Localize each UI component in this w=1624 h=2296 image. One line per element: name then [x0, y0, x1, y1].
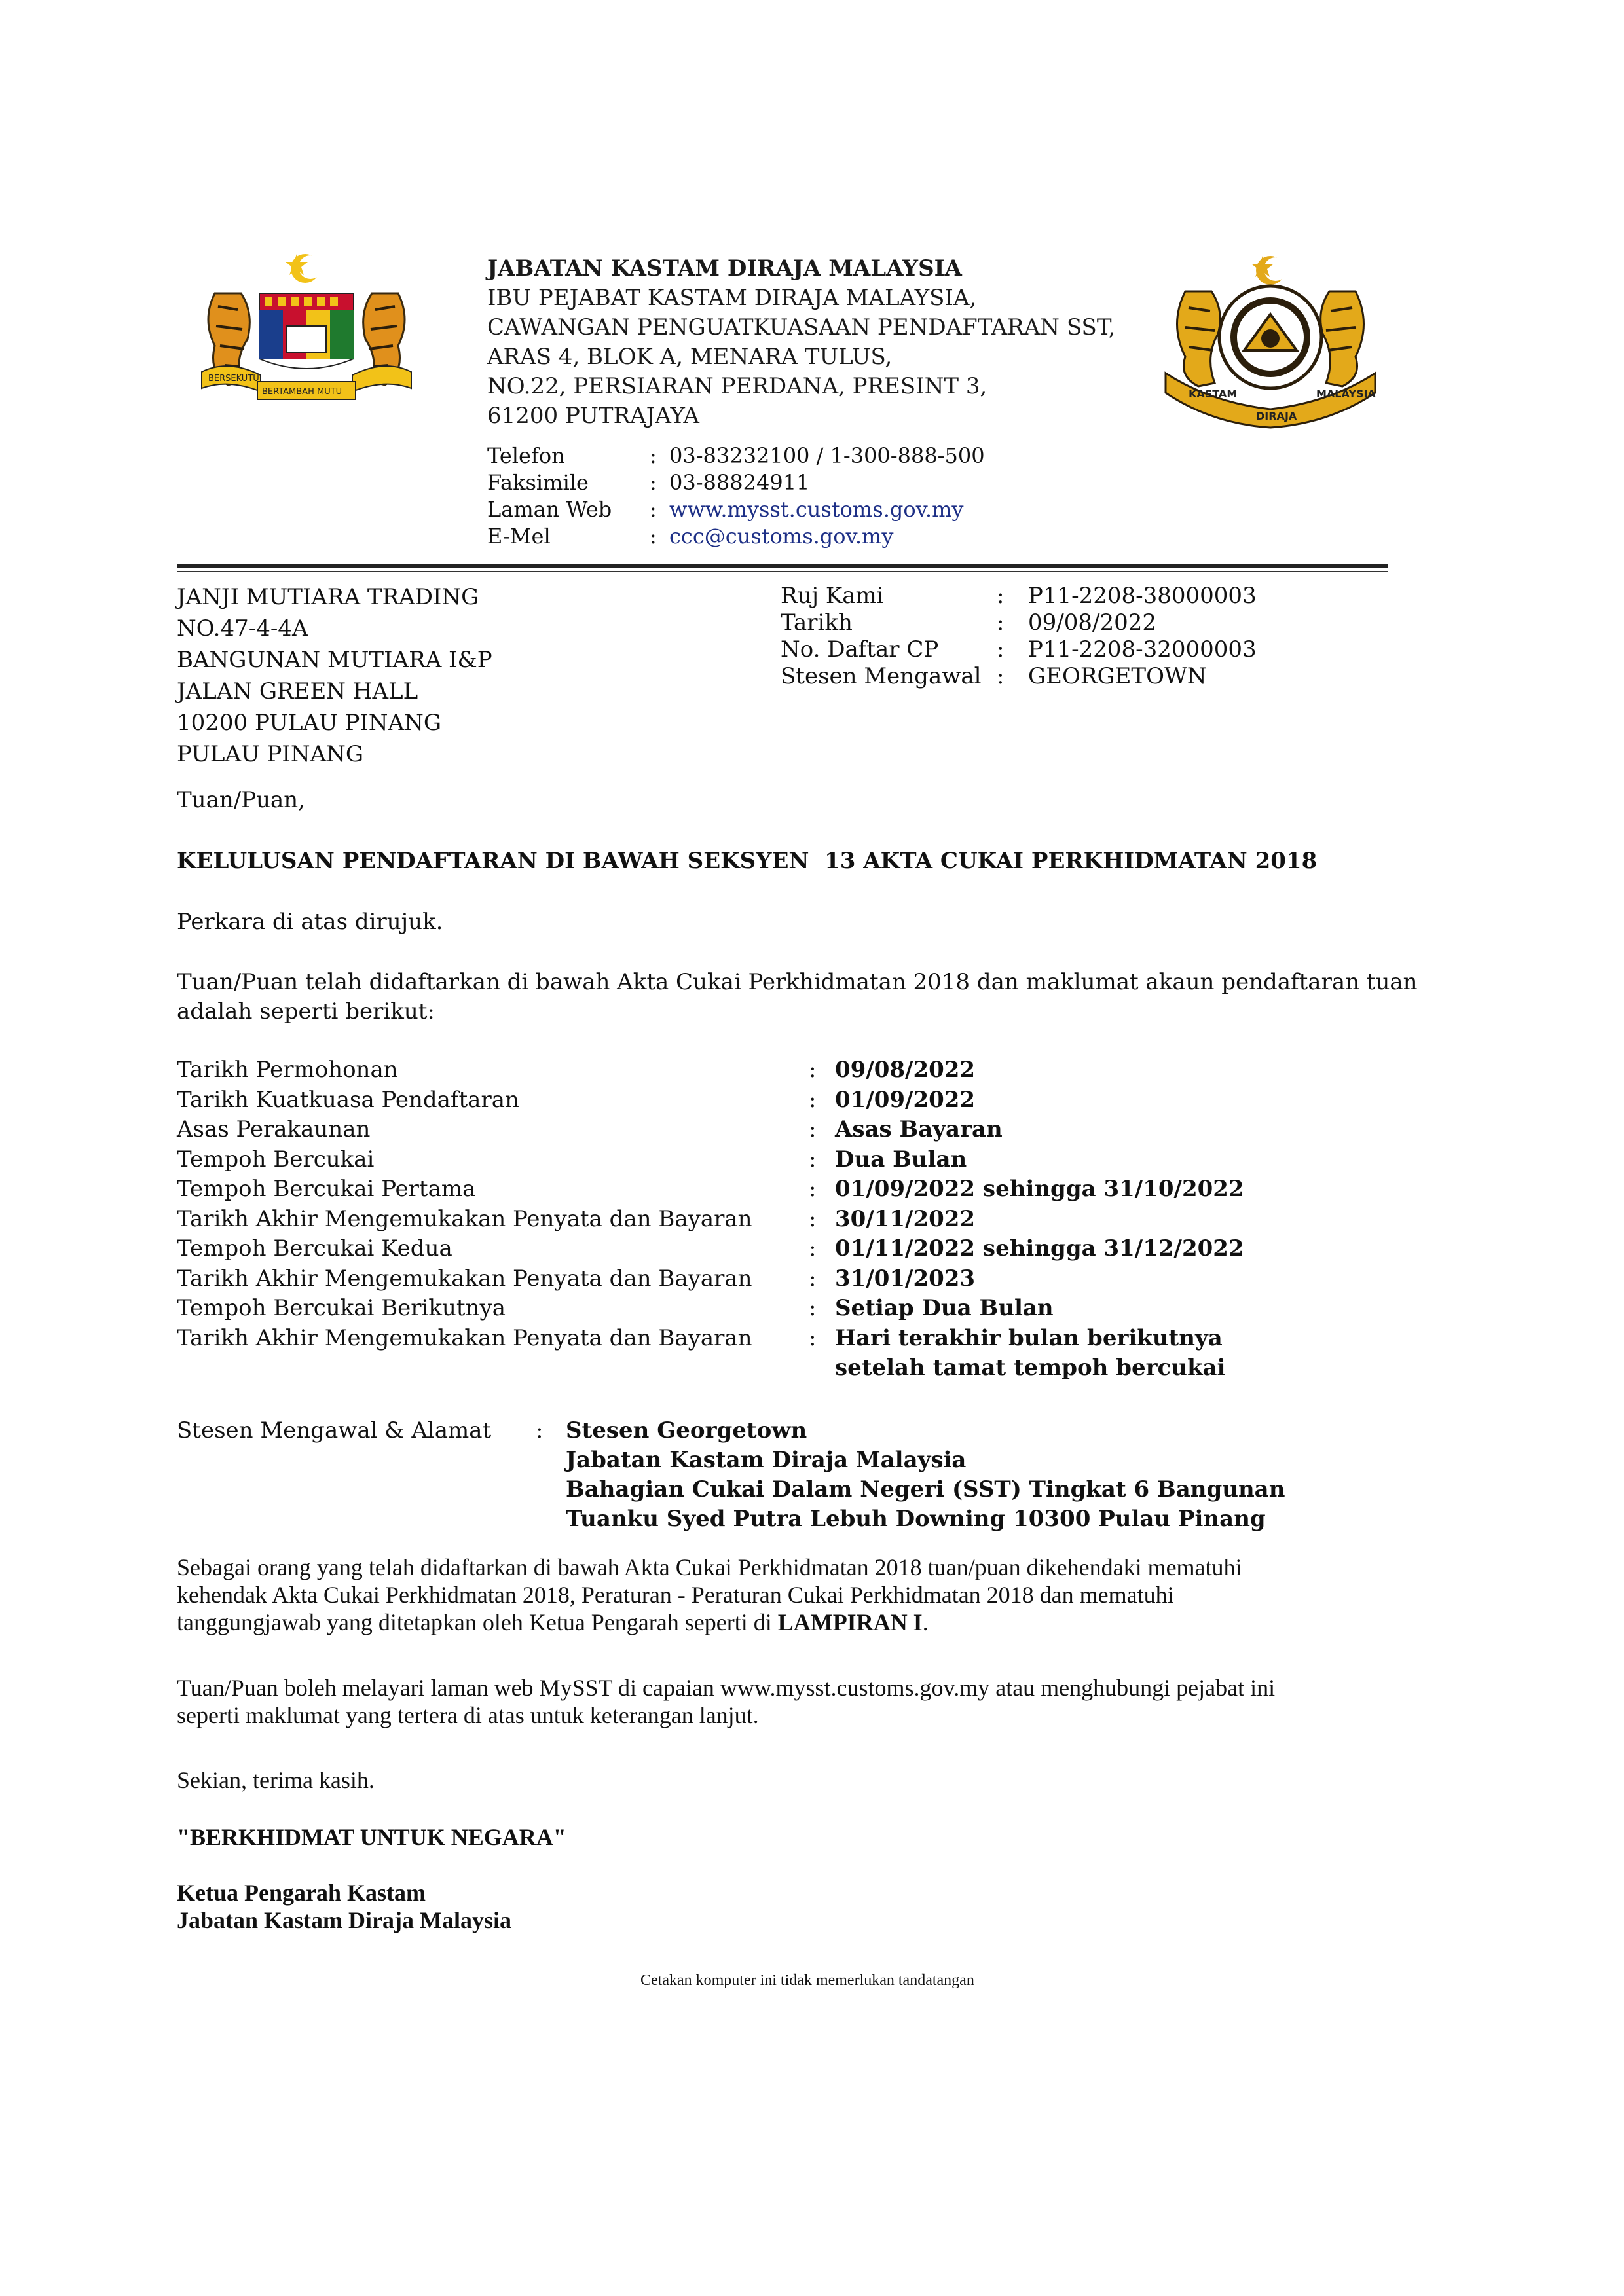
hq-address-line: IBU PEJABAT KASTAM DIRAJA MALAYSIA,: [487, 285, 977, 311]
signatory-department: Jabatan Kastam Diraja Malaysia: [177, 1907, 511, 1933]
reference-separator: :: [997, 663, 1005, 689]
signatory-block: [177, 1879, 511, 1934]
detail-separator: :: [809, 1146, 817, 1173]
detail-label: Tempoh Bercukai: [177, 1146, 375, 1173]
detail-value: Asas Bayaran: [835, 1116, 1003, 1142]
banner-left-text: KASTAM: [1189, 388, 1238, 400]
detail-label: Tempoh Bercukai Pertama: [177, 1176, 476, 1202]
reference-value: P11-2208-32000003: [1028, 636, 1257, 663]
recipient-line: 10200 PULAU PINANG: [177, 710, 442, 736]
recipient-line: JANJI MUTIARA TRADING: [177, 584, 479, 610]
detail-separator: :: [809, 1295, 817, 1321]
reference-block: [781, 583, 1370, 694]
detail-value: 01/09/2022 sehingga 31/10/2022: [835, 1176, 1244, 1202]
detail-value: 31/01/2023: [835, 1265, 976, 1292]
contact-label: Telefon: [487, 443, 565, 468]
hq-address-line: 61200 PUTRAJAYA: [487, 403, 699, 429]
paragraph-line: Tuan/Puan telah didaftarkan di bawah Akta Cukai Perkhidmatan 2018 dan maklumat akaun pendaftaran tuan: [177, 969, 1418, 995]
station-line: Bahagian Cukai Dalam Negeri (SST) Tingkat 6 Bangunan: [566, 1476, 1285, 1503]
paragraph-line: Tuan/Puan boleh melayari laman web MySST di capaian www.mysst.customs.gov.my atau menghubungi pejabat ini: [177, 1675, 1276, 1701]
detail-separator: :: [809, 1265, 817, 1292]
detail-separator: :: [809, 1057, 817, 1083]
hq-address-line: ARAS 4, BLOK A, MENARA TULUS,: [487, 344, 893, 370]
paragraph-line: kehendak Akta Cukai Perkhidmatan 2018, Peraturan - Peraturan Cukai Perkhidmatan 2018 dan mematuhi: [177, 1582, 1174, 1608]
salutation: Tuan/Puan,: [177, 787, 305, 813]
paragraph-line: [177, 1609, 1242, 1636]
contact-label: E-Mel: [487, 524, 551, 549]
contact-block: [487, 443, 1077, 554]
contact-separator: :: [650, 443, 657, 468]
detail-value: Hari terakhir bulan berikutnya: [835, 1324, 1223, 1351]
detail-separator: :: [809, 1176, 817, 1202]
malaysia-coat-of-arms-icon: [189, 247, 424, 418]
phone-value: 03-83232100 / 1-300-888-500: [669, 443, 985, 468]
recipient-line: PULAU PINANG: [177, 741, 364, 767]
intro-text: Perkara di atas dirujuk.: [177, 909, 443, 935]
station-line: Stesen Georgetown: [566, 1417, 807, 1444]
detail-value: Setiap Dua Bulan: [835, 1295, 1054, 1321]
reference-label: Ruj Kami: [781, 583, 884, 609]
agency-name: JABATAN KASTAM DIRAJA MALAYSIA: [487, 255, 962, 282]
paragraph-line: adalah seperti berikut:: [177, 998, 435, 1025]
detail-label: Asas Perakaunan: [177, 1116, 371, 1142]
motto-left-text: BERSEKUTU: [208, 374, 259, 384]
reference-label: No. Daftar CP: [781, 636, 939, 663]
motto-right-text: BERTAMBAH MUTU: [262, 387, 342, 397]
fax-value: 03-88824911: [669, 470, 810, 495]
detail-label: Tarikh Akhir Mengemukakan Penyata dan Bayaran: [177, 1324, 752, 1351]
detail-value: 01/09/2022: [835, 1086, 976, 1113]
paragraph-website: [177, 1674, 1275, 1729]
detail-label: Tempoh Bercukai Kedua: [177, 1235, 452, 1262]
header-divider-thick: [177, 564, 1388, 568]
paragraph-line: Sebagai orang yang telah didaftarkan di bawah Akta Cukai Perkhidmatan 2018 tuan/puan dikehendaki mematuhi: [177, 1554, 1242, 1580]
signatory-title: Ketua Pengarah Kastam: [177, 1880, 426, 1906]
hq-address-line: NO.22, PERSIARAN PERDANA, PRESINT 3,: [487, 373, 987, 399]
detail-label: Tarikh Permohonan: [177, 1057, 398, 1083]
recipient-line: JALAN GREEN HALL: [177, 678, 418, 704]
recipient-address: [177, 581, 492, 770]
banner-right-text: MALAYSIA: [1316, 388, 1376, 400]
customs-emblem-icon: [1153, 252, 1388, 429]
contact-separator: :: [650, 524, 657, 549]
registration-details: [177, 1055, 1388, 1396]
station-separator: :: [536, 1417, 544, 1444]
hq-address-line: CAWANGAN PENGUATKUASAAN PENDAFTARAN SST,: [487, 314, 1116, 340]
detail-label: Tempoh Bercukai Berikutnya: [177, 1295, 506, 1321]
reference-separator: :: [997, 583, 1005, 609]
station-block: [177, 1416, 1388, 1540]
detail-label: Tarikh Kuatkuasa Pendaftaran: [177, 1086, 519, 1113]
reference-label: Tarikh: [781, 610, 853, 636]
reference-separator: :: [997, 610, 1005, 636]
appendix-reference: LAMPIRAN I: [777, 1609, 923, 1635]
detail-separator: :: [809, 1205, 817, 1232]
paragraph-registration: [177, 968, 1418, 1027]
paragraph-end: .: [922, 1609, 929, 1635]
detail-value: 01/11/2022 sehingga 31/12/2022: [835, 1235, 1244, 1262]
detail-value-continued: setelah tamat tempoh bercukai: [835, 1355, 1226, 1381]
contact-label: Faksimile: [487, 470, 589, 495]
reference-value: P11-2208-38000003: [1028, 583, 1257, 609]
paragraph-compliance: [177, 1554, 1242, 1636]
recipient-line: BANGUNAN MUTIARA I&P: [177, 647, 492, 673]
paragraph-line: seperti maklumat yang tertera di atas untuk keterangan lanjut.: [177, 1702, 759, 1728]
closing-text: Sekian, terima kasih.: [177, 1767, 375, 1793]
website-link[interactable]: www.mysst.customs.gov.my: [669, 497, 964, 522]
email-link[interactable]: ccc@customs.gov.my: [669, 524, 894, 549]
detail-value: 09/08/2022: [835, 1057, 976, 1083]
station-line: Tuanku Syed Putra Lebuh Downing 10300 Pulau Pinang: [566, 1506, 1266, 1532]
contact-separator: :: [650, 470, 657, 495]
reference-value: 09/08/2022: [1028, 610, 1156, 636]
reference-separator: :: [997, 636, 1005, 663]
subject-heading: KELULUSAN PENDAFTARAN DI BAWAH SEKSYEN 13 AKTA CUKAI PERKHIDMATAN 2018: [177, 848, 1318, 874]
letterhead-text: [487, 254, 1115, 431]
slogan: "BERKHIDMAT UNTUK NEGARA": [177, 1824, 566, 1850]
detail-separator: :: [809, 1235, 817, 1262]
station-label: Stesen Mengawal & Alamat: [177, 1417, 492, 1444]
detail-separator: :: [809, 1324, 817, 1351]
contact-label: Laman Web: [487, 497, 612, 522]
header-divider-thin: [177, 571, 1388, 572]
detail-value: Dua Bulan: [835, 1146, 967, 1173]
detail-value: 30/11/2022: [835, 1205, 976, 1232]
reference-label: Stesen Mengawal: [781, 663, 982, 689]
left-emblem: [189, 247, 424, 418]
detail-label: Tarikh Akhir Mengemukakan Penyata dan Bayaran: [177, 1265, 752, 1292]
station-line: Jabatan Kastam Diraja Malaysia: [566, 1447, 967, 1473]
detail-label: Tarikh Akhir Mengemukakan Penyata dan Bayaran: [177, 1205, 752, 1232]
detail-separator: :: [809, 1116, 817, 1142]
right-emblem: [1153, 252, 1388, 429]
reference-value: GEORGETOWN: [1028, 663, 1207, 689]
detail-separator: :: [809, 1086, 817, 1113]
computer-generated-note: Cetakan komputer ini tidak memerlukan tandatangan: [640, 1972, 974, 1989]
contact-separator: :: [650, 497, 657, 522]
station-address: [566, 1416, 1285, 1534]
banner-bottom-text: DIRAJA: [1256, 410, 1297, 422]
recipient-line: NO.47-4-4A: [177, 615, 308, 642]
paragraph-line-text: tanggungjawab yang ditetapkan oleh Ketua Pengarah seperti di: [177, 1609, 778, 1635]
